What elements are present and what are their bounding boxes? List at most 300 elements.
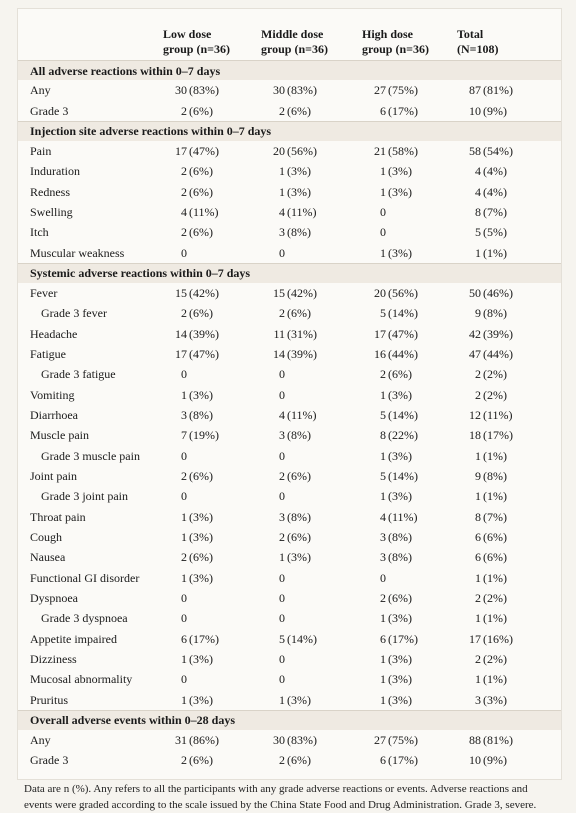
percent-value: (3%) [388,164,412,179]
count-value: 2 [279,103,285,118]
percent-value: (6%) [287,306,311,321]
percent-value: (14%) [388,407,418,422]
table-row [18,141,561,161]
percent-value: (6%) [189,164,213,179]
table-row [18,466,561,486]
row-value-cell [261,303,362,323]
row-value-cell [163,629,261,649]
row-value-cell [261,344,362,364]
count-value: 1 [181,570,187,585]
percent-value: (3%) [388,184,412,199]
row-value-cell [457,222,561,242]
percent-value: (3%) [388,245,412,260]
row-label: Grade 3 [30,753,69,768]
percent-value: (7%) [483,204,507,219]
percent-value: (14%) [388,306,418,321]
row-label: Pain [30,143,52,158]
row-value-cell [163,141,261,161]
count-value: 0 [181,367,187,382]
row-label: Redness [30,184,70,199]
row-value-cell [163,507,261,527]
row-value-cell [457,384,561,404]
count-value: 2 [475,367,481,382]
count-value: 4 [279,204,285,219]
percent-value: (6%) [189,225,213,240]
row-value-cell [457,588,561,608]
row-value-cell [362,141,457,161]
row-label: Cough [30,530,63,545]
count-value: 27 [374,83,386,98]
percent-value: (3%) [287,184,311,199]
percent-value: (81%) [483,83,513,98]
row-label: Throat pain [30,509,86,524]
row-value-cell [362,588,457,608]
count-value: 58 [469,143,481,158]
count-value: 1 [475,245,481,260]
count-value: 6 [380,631,386,646]
row-value-cell [261,690,362,711]
section-title: Systemic adverse reactions within 0–7 days [18,263,561,283]
adverse-events-table [18,9,561,771]
count-value: 0 [279,448,285,463]
header-low-dose-line2: group (n=36) [163,42,230,56]
percent-value: (56%) [388,285,418,300]
table-row [18,80,561,100]
row-label: Itch [30,225,49,240]
percent-value: (6%) [388,367,412,382]
percent-value: (54%) [483,143,513,158]
row-value-cell [163,669,261,689]
row-value-cell [457,283,561,303]
row-label: Mucosal abnormality [30,672,133,687]
row-value-cell [362,425,457,445]
row-value-cell [261,80,362,100]
row-value-cell [457,466,561,486]
header-middle-dose [261,9,362,61]
percent-value: (16%) [483,631,513,646]
count-value: 9 [475,469,481,484]
row-label: Appetite impaired [30,631,117,646]
percent-value: (14%) [287,631,317,646]
percent-value: (6%) [287,530,311,545]
count-value: 2 [279,753,285,768]
count-value: 21 [374,143,386,158]
percent-value: (3%) [287,692,311,707]
row-label: Vomiting [30,387,75,402]
count-value: 1 [380,448,386,463]
adverse-events-table-frame [17,8,562,780]
row-value-cell [163,649,261,669]
header-high-dose-line1: High dose [362,27,414,41]
header-label-column [18,9,163,61]
percent-value: (3%) [483,692,507,707]
row-value-cell [163,344,261,364]
row-value-cell [163,100,261,121]
percent-value: (6%) [388,591,412,606]
count-value: 0 [380,204,386,219]
row-value-cell [457,547,561,567]
row-value-cell [163,202,261,222]
row-value-cell [261,486,362,506]
row-value-cell [457,425,561,445]
percent-value: (14%) [388,469,418,484]
count-value: 20 [374,285,386,300]
section-title: Injection site adverse reactions within 0–7 days [18,121,561,141]
percent-value: (42%) [287,285,317,300]
row-value-cell [457,181,561,201]
row-value-cell [261,242,362,263]
count-value: 1 [475,672,481,687]
count-value: 17 [175,143,187,158]
count-value: 1 [181,692,187,707]
row-value-cell [362,222,457,242]
header-low-dose-line1: Low dose [163,27,212,41]
percent-value: (3%) [388,489,412,504]
row-value-cell [362,730,457,750]
percent-value: (7%) [483,509,507,524]
table-row [18,588,561,608]
row-value-cell [261,466,362,486]
percent-value: (8%) [287,509,311,524]
percent-value: (8%) [388,550,412,565]
table-row [18,669,561,689]
count-value: 1 [475,448,481,463]
count-value: 1 [380,672,386,687]
count-value: 6 [475,530,481,545]
row-value-cell [163,283,261,303]
row-value-cell [457,649,561,669]
percent-value: (17%) [483,428,513,443]
percent-value: (11%) [287,407,317,422]
count-value: 2 [380,367,386,382]
row-value-cell [362,486,457,506]
percent-value: (6%) [483,530,507,545]
count-value: 8 [475,204,481,219]
count-value: 1 [181,652,187,667]
table-row [18,649,561,669]
row-value-cell [362,384,457,404]
row-label: Grade 3 fatigue [41,367,116,382]
percent-value: (6%) [189,103,213,118]
count-value: 6 [380,753,386,768]
percent-value: (56%) [287,143,317,158]
percent-value: (47%) [189,346,219,361]
count-value: 15 [273,285,285,300]
percent-value: (3%) [388,692,412,707]
percent-value: (46%) [483,285,513,300]
row-value-cell [163,222,261,242]
row-value-cell [362,202,457,222]
row-value-cell [163,384,261,404]
percent-value: (6%) [287,753,311,768]
percent-value: (6%) [287,103,311,118]
row-value-cell [457,690,561,711]
percent-value: (3%) [189,570,213,585]
row-value-cell [362,629,457,649]
table-body [18,61,561,771]
table-row [18,750,561,770]
percent-value: (3%) [388,652,412,667]
count-value: 1 [279,164,285,179]
row-value-cell [261,588,362,608]
percent-value: (86%) [189,733,219,748]
count-value: 1 [380,652,386,667]
footnote-line-2: events were graded according to the scale issued by the China State Food and Drug Administration. Grade 3, severe. [24,799,537,811]
header-middle-dose-line2: group (n=36) [261,42,328,56]
count-value: 14 [273,346,285,361]
count-value: 42 [469,326,481,341]
count-value: 5 [380,407,386,422]
row-value-cell [362,364,457,384]
row-value-cell [261,141,362,161]
row-label: Grade 3 fever [41,306,107,321]
row-value-cell [362,690,457,711]
row-value-cell [362,323,457,343]
row-value-cell [163,161,261,181]
percent-value: (6%) [189,306,213,321]
table-row [18,202,561,222]
table-row [18,527,561,547]
table-row [18,364,561,384]
table-row [18,181,561,201]
row-value-cell [457,141,561,161]
percent-value: (2%) [483,652,507,667]
table-row [18,690,561,711]
percent-value: (8%) [483,469,507,484]
row-value-cell [457,242,561,263]
count-value: 1 [279,550,285,565]
count-value: 47 [469,346,481,361]
row-value-cell [261,384,362,404]
count-value: 0 [380,225,386,240]
row-value-cell [163,568,261,588]
row-value-cell [261,649,362,669]
count-value: 2 [475,387,481,402]
percent-value: (3%) [287,550,311,565]
row-label: Dyspnoea [30,591,78,606]
row-value-cell [457,80,561,100]
table-row [18,486,561,506]
table-row [18,730,561,750]
percent-value: (1%) [483,611,507,626]
row-value-cell [457,507,561,527]
percent-value: (75%) [388,733,418,748]
count-value: 8 [475,509,481,524]
row-value-cell [261,629,362,649]
row-label: Swelling [30,204,73,219]
count-value: 87 [469,83,481,98]
row-value-cell [163,80,261,100]
row-value-cell [261,507,362,527]
row-value-cell [362,669,457,689]
percent-value: (6%) [483,550,507,565]
row-value-cell [261,323,362,343]
row-value-cell [362,507,457,527]
row-label: Muscle pain [30,428,89,443]
count-value: 9 [475,306,481,321]
percent-value: (17%) [388,753,418,768]
percent-value: (6%) [189,550,213,565]
row-value-cell [362,547,457,567]
row-label: Grade 3 [30,103,69,118]
row-value-cell [163,588,261,608]
percent-value: (11%) [483,407,513,422]
count-value: 1 [279,184,285,199]
count-value: 10 [469,103,481,118]
percent-value: (44%) [388,346,418,361]
section-header [18,710,561,730]
percent-value: (2%) [483,387,507,402]
count-value: 30 [273,733,285,748]
table-row [18,161,561,181]
percent-value: (11%) [388,509,418,524]
percent-value: (11%) [189,204,219,219]
row-value-cell [261,608,362,628]
count-value: 2 [279,530,285,545]
count-value: 4 [181,204,187,219]
section-title: Overall adverse events within 0–28 days [18,710,561,730]
count-value: 3 [279,225,285,240]
count-value: 4 [279,407,285,422]
row-value-cell [163,547,261,567]
row-value-cell [362,446,457,466]
percent-value: (3%) [388,611,412,626]
table-row [18,303,561,323]
percent-value: (19%) [189,428,219,443]
section-title: All adverse reactions within 0–7 days [18,61,561,81]
percent-value: (31%) [287,326,317,341]
row-value-cell [362,527,457,547]
row-value-cell [261,364,362,384]
row-value-cell [457,344,561,364]
row-value-cell [457,161,561,181]
row-value-cell [362,568,457,588]
percent-value: (8%) [189,407,213,422]
row-value-cell [261,669,362,689]
table-row [18,547,561,567]
row-label: Fever [30,285,58,300]
percent-value: (83%) [287,733,317,748]
row-value-cell [457,608,561,628]
header-total [457,9,561,61]
row-value-cell [362,608,457,628]
percent-value: (3%) [189,652,213,667]
percent-value: (2%) [483,367,507,382]
table-row [18,283,561,303]
percent-value: (8%) [287,225,311,240]
count-value: 2 [279,469,285,484]
percent-value: (8%) [388,530,412,545]
row-value-cell [457,364,561,384]
row-value-cell [457,527,561,547]
count-value: 5 [380,306,386,321]
percent-value: (9%) [483,753,507,768]
percent-value: (17%) [388,103,418,118]
row-label: Pruritus [30,692,69,707]
row-label: Induration [30,164,80,179]
count-value: 2 [475,591,481,606]
percent-value: (1%) [483,570,507,585]
count-value: 31 [175,733,187,748]
row-value-cell [362,649,457,669]
count-value: 6 [380,103,386,118]
count-value: 1 [380,611,386,626]
count-value: 50 [469,285,481,300]
header-low-dose [163,9,261,61]
count-value: 1 [380,164,386,179]
row-value-cell [261,405,362,425]
row-label: Functional GI disorder [30,570,140,585]
percent-value: (1%) [483,245,507,260]
row-value-cell [261,568,362,588]
percent-value: (6%) [287,469,311,484]
count-value: 7 [181,428,187,443]
row-value-cell [163,364,261,384]
table-row [18,568,561,588]
count-value: 0 [279,672,285,687]
count-value: 0 [279,652,285,667]
row-value-cell [362,283,457,303]
row-value-cell [362,750,457,770]
percent-value: (47%) [189,143,219,158]
count-value: 1 [475,611,481,626]
row-value-cell [457,100,561,121]
row-value-cell [261,181,362,201]
percent-value: (5%) [483,225,507,240]
count-value: 18 [469,428,481,443]
row-value-cell [362,344,457,364]
count-value: 17 [374,326,386,341]
table-row [18,629,561,649]
row-value-cell [163,446,261,466]
percent-value: (3%) [189,387,213,402]
count-value: 15 [175,285,187,300]
count-value: 2 [181,225,187,240]
percent-value: (3%) [388,387,412,402]
row-value-cell [261,283,362,303]
percent-value: (3%) [189,530,213,545]
section-header [18,263,561,283]
count-value: 27 [374,733,386,748]
count-value: 3 [279,509,285,524]
count-value: 0 [279,489,285,504]
row-value-cell [163,730,261,750]
table-row [18,507,561,527]
row-value-cell [163,425,261,445]
table-row [18,323,561,343]
percent-value: (83%) [287,83,317,98]
row-value-cell [457,568,561,588]
count-value: 3 [380,530,386,545]
count-value: 0 [279,245,285,260]
row-value-cell [457,730,561,750]
table-row [18,425,561,445]
count-value: 2 [181,306,187,321]
row-value-cell [261,547,362,567]
percent-value: (6%) [189,469,213,484]
row-value-cell [457,446,561,466]
percent-value: (83%) [189,83,219,98]
row-value-cell [457,303,561,323]
count-value: 17 [175,346,187,361]
percent-value: (17%) [189,631,219,646]
percent-value: (42%) [189,285,219,300]
row-value-cell [163,486,261,506]
count-value: 1 [475,489,481,504]
count-value: 2 [181,469,187,484]
row-label: Muscular weakness [30,245,125,260]
count-value: 4 [475,184,481,199]
